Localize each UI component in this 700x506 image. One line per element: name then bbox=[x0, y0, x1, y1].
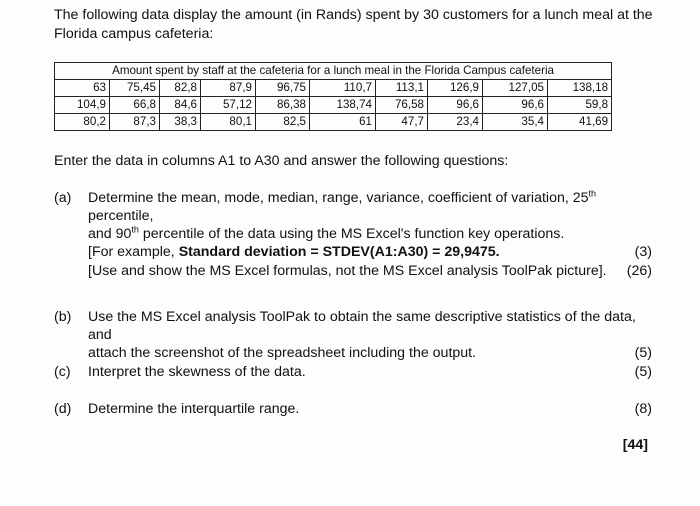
table-cell: 75,45 bbox=[110, 80, 160, 97]
data-table bbox=[54, 62, 612, 131]
question-a-example-marks: (3) bbox=[634, 244, 652, 260]
table-cell: 57,12 bbox=[201, 97, 256, 114]
question-d-text: Determine the interquartile range. bbox=[88, 401, 300, 417]
question-d-label: (d) bbox=[54, 401, 72, 417]
question-d bbox=[54, 400, 652, 420]
question-c-text: Interpret the skewness of the data. bbox=[88, 364, 306, 380]
table-cell: 35,4 bbox=[483, 114, 548, 131]
instruction-text: Enter the data in columns A1 to A30 and answer the following questions: bbox=[54, 153, 509, 169]
table-cell: 113,1 bbox=[376, 80, 428, 97]
intro-text: The following data display the amount (in Rands) spent by 30 customers for a lunch meal at the Florida campus cafeteria: bbox=[54, 7, 653, 42]
question-b-line2: attach the screenshot of the spreadsheet including the output. bbox=[88, 345, 477, 361]
question-b-line1: Use the MS Excel analysis ToolPak to obtain the same descriptive statistics of the data, and bbox=[88, 309, 636, 343]
table-cell: 41,69 bbox=[548, 114, 612, 131]
table-caption: Amount spent by staff at the cafeteria for a lunch meal in the Florida Campus cafeteria bbox=[55, 63, 612, 80]
table-cell: 59,8 bbox=[548, 97, 612, 114]
total-marks: [44] bbox=[622, 437, 648, 453]
table-cell: 82,5 bbox=[256, 114, 310, 131]
table-cell: 127,05 bbox=[483, 80, 548, 97]
question-a-label: (a) bbox=[54, 190, 72, 206]
question-c bbox=[54, 363, 652, 383]
table-cell: 138,18 bbox=[548, 80, 612, 97]
question-a-example: [For example, Standard deviation = STDEV(A1:A30) = 29,9475. (3) bbox=[88, 244, 652, 260]
table-cell: 86,38 bbox=[256, 97, 310, 114]
question-a-note-text: [Use and show the MS Excel formulas, not the MS Excel analysis ToolPak picture]. bbox=[88, 263, 607, 279]
table-cell: 63 bbox=[55, 80, 110, 97]
table-cell: 96,75 bbox=[256, 80, 310, 97]
table-cell: 82,8 bbox=[160, 80, 201, 97]
question-a-body bbox=[88, 189, 652, 261]
table-cell: 126,9 bbox=[428, 80, 483, 97]
data-table-wrapper bbox=[54, 62, 611, 131]
question-b bbox=[54, 308, 652, 361]
table-cell: 96,6 bbox=[483, 97, 548, 114]
table-cell: 61 bbox=[310, 114, 376, 131]
question-d-marks: (8) bbox=[634, 401, 652, 417]
table-row bbox=[55, 80, 612, 97]
question-c-marks: (5) bbox=[634, 364, 652, 380]
table-cell: 23,4 bbox=[428, 114, 483, 131]
table-cell: 76,58 bbox=[376, 97, 428, 114]
table-cell: 96,6 bbox=[428, 97, 483, 114]
table-cell: 87,3 bbox=[110, 114, 160, 131]
table-cell: 87,9 bbox=[201, 80, 256, 97]
table-cell: 104,9 bbox=[55, 97, 110, 114]
table-cell: 110,7 bbox=[310, 80, 376, 97]
question-a-note-marks: (26) bbox=[626, 263, 652, 279]
table-row bbox=[55, 97, 612, 114]
table-row bbox=[55, 114, 612, 131]
question-a-note bbox=[54, 262, 652, 282]
table-cell: 80,2 bbox=[55, 114, 110, 131]
question-b-label: (b) bbox=[54, 309, 72, 325]
table-body bbox=[55, 80, 612, 131]
table-cell: 38,3 bbox=[160, 114, 201, 131]
question-a-line1: Determine the mean, mode, median, range, variance, coefficient of variation, 25th percentile, bbox=[88, 188, 597, 224]
question-c-label: (c) bbox=[54, 364, 71, 380]
table-cell: 66,8 bbox=[110, 97, 160, 114]
question-a-line2: and 90th percentile of the data using the MS Excel's function key operations. bbox=[88, 224, 565, 242]
table-cell: 84,6 bbox=[160, 97, 201, 114]
table-cell: 80,1 bbox=[201, 114, 256, 131]
question-b-marks: (5) bbox=[634, 345, 652, 361]
table-cell: 138,74 bbox=[310, 97, 376, 114]
table-cell: 47,7 bbox=[376, 114, 428, 131]
